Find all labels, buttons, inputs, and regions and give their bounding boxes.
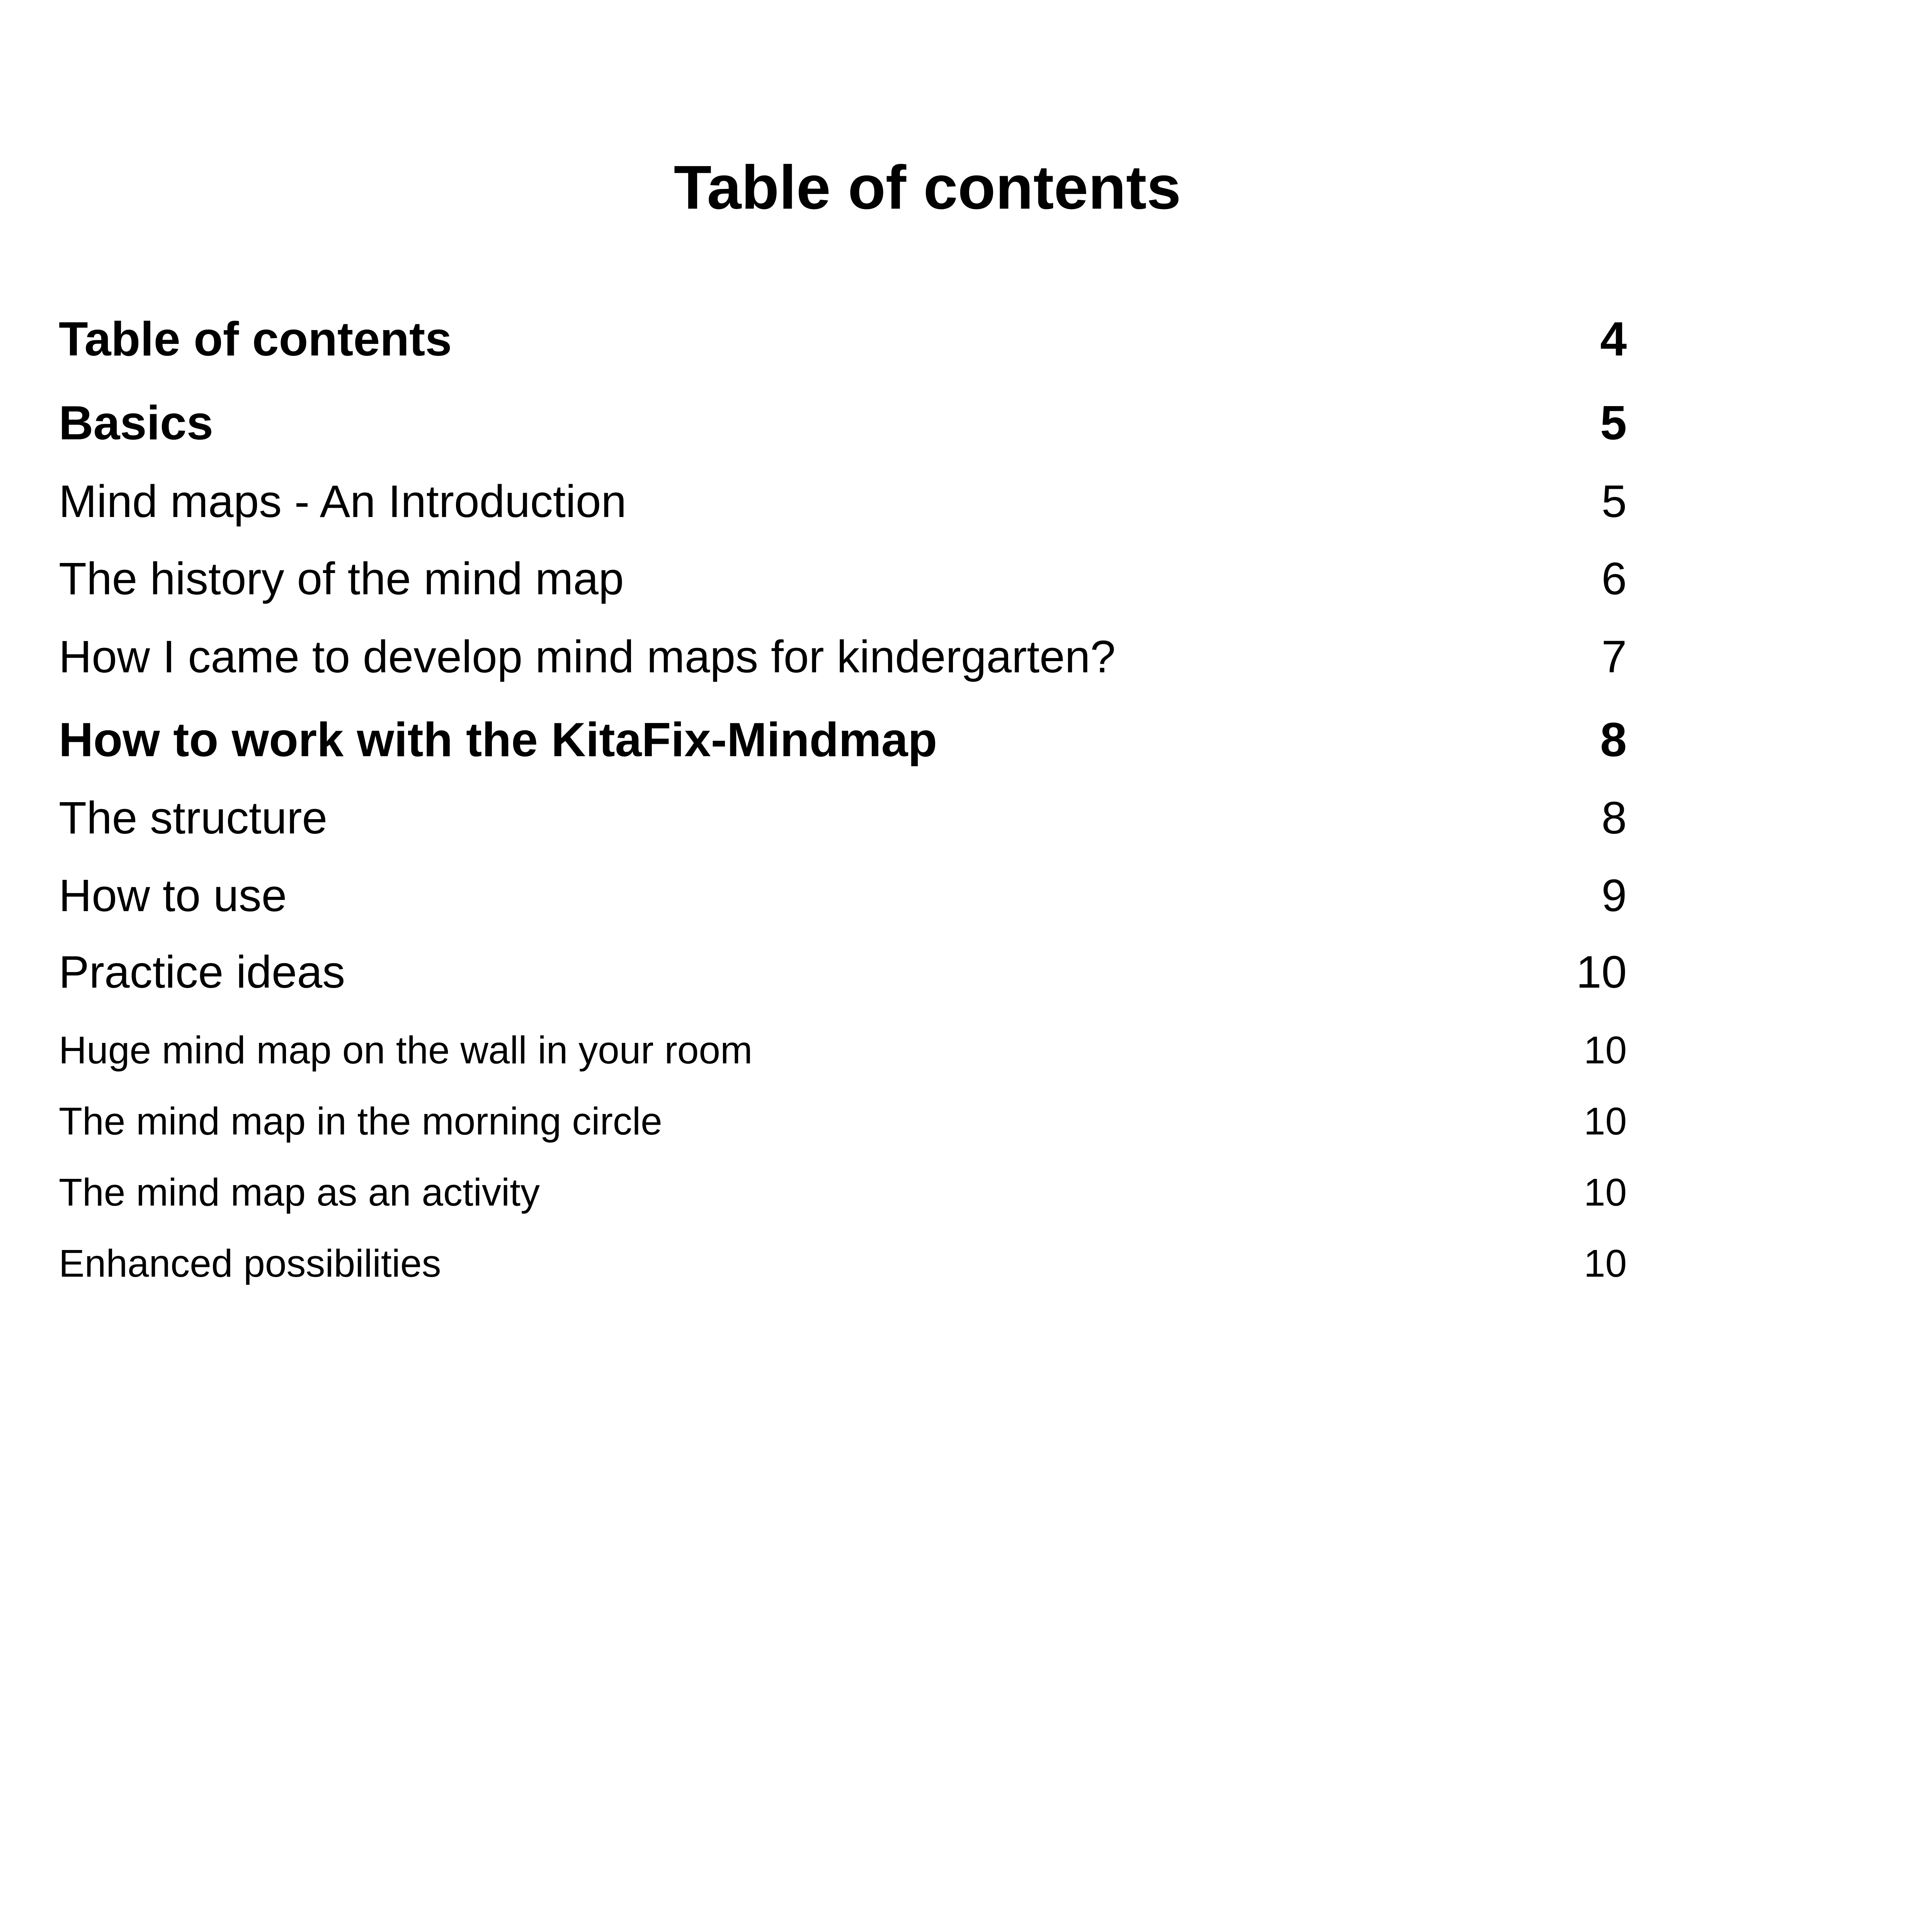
toc-entry-page-number: 10 — [1584, 1171, 1627, 1214]
toc-entry-how-to-use[interactable] — [59, 861, 1627, 930]
toc-entry-label: How I came to develop mind maps for kindergarten? — [59, 631, 1116, 682]
toc-entry-label: Table of contents — [59, 313, 452, 366]
toc-entry-mind-map-as-activity[interactable] — [59, 1158, 1627, 1227]
toc-entry-page-number: 5 — [1600, 396, 1627, 450]
toc-entry-label: Practice ideas — [59, 947, 345, 998]
toc-entry-how-i-came-to-develop[interactable] — [59, 622, 1627, 692]
toc-entry-how-to-work-with-kitafix[interactable] — [59, 705, 1627, 775]
toc-entry-page-number: 10 — [1576, 947, 1627, 998]
toc-entry-page-number: 9 — [1601, 870, 1627, 921]
toc-entry-enhanced-possibilities[interactable] — [59, 1229, 1627, 1298]
toc-entry-label: How to use — [59, 870, 287, 921]
toc-entry-mind-maps-introduction[interactable] — [59, 467, 1627, 536]
toc-entry-page-number: 8 — [1601, 793, 1627, 844]
toc-entry-page-number: 10 — [1584, 1242, 1627, 1285]
toc-entry-label: Basics — [59, 396, 213, 450]
toc-entry-page-number: 8 — [1600, 713, 1627, 767]
toc-entry-label: Mind maps - An Introduction — [59, 476, 627, 527]
toc-entry-page-number: 7 — [1601, 631, 1627, 682]
toc-entry-label: How to work with the KitaFix-Mindmap — [59, 713, 937, 767]
toc-entry-practice-ideas[interactable] — [59, 937, 1627, 1007]
toc-entry-the-structure[interactable] — [59, 783, 1627, 853]
toc-entry-label: The history of the mind map — [59, 553, 624, 604]
toc-entry-page-number: 10 — [1584, 1029, 1627, 1072]
toc-entry-label: The mind map as an activity — [59, 1171, 540, 1214]
toc-entry-page-number: 4 — [1600, 313, 1627, 366]
toc-entry-basics[interactable] — [59, 388, 1627, 458]
toc-entry-huge-mind-map-wall[interactable] — [59, 1015, 1627, 1085]
page-title: Table of contents — [674, 153, 1181, 222]
toc-entry-page-number: 5 — [1601, 476, 1627, 527]
toc-entry-table-of-contents[interactable] — [59, 304, 1627, 374]
toc-entry-page-number: 6 — [1601, 553, 1627, 604]
toc-entry-morning-circle[interactable] — [59, 1087, 1627, 1156]
toc-entry-label: Huge mind map on the wall in your room — [59, 1029, 753, 1072]
toc-entry-label: The structure — [59, 793, 328, 844]
toc-entry-label: Enhanced possibilities — [59, 1242, 441, 1285]
toc-entry-label: The mind map in the morning circle — [59, 1100, 662, 1143]
toc-entry-page-number: 10 — [1584, 1100, 1627, 1143]
toc-entry-history-of-mind-map[interactable] — [59, 544, 1627, 614]
